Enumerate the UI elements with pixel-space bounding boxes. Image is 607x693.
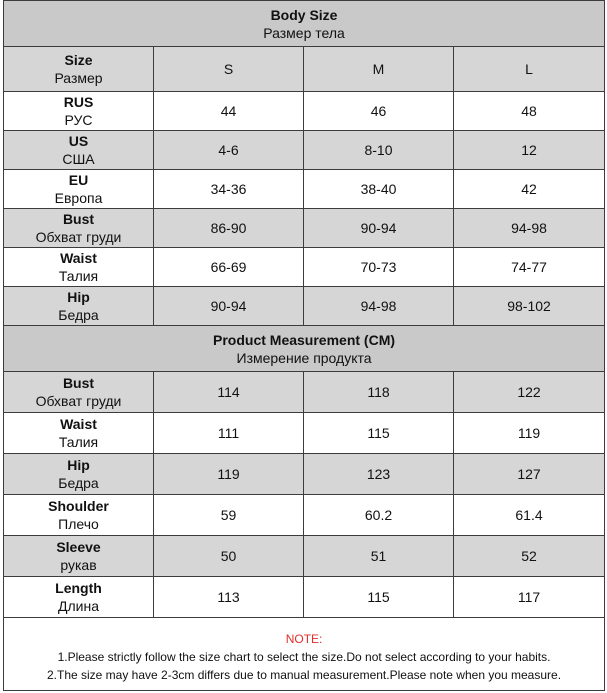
value-cell: 59 [154, 495, 304, 536]
row-label-cell [4, 495, 154, 536]
table-row [4, 287, 605, 326]
value-cell: 8-10 [304, 131, 454, 170]
row-label-cell [4, 248, 154, 287]
note-title: NOTE: [285, 632, 323, 646]
value-cell: 111 [154, 413, 304, 454]
row-label-ru: Талия [58, 268, 99, 284]
note-row [4, 618, 605, 691]
row-label-ru: Обхват груди [35, 393, 122, 409]
size-m-header: M [304, 47, 454, 92]
value-cell: 52 [454, 536, 605, 577]
row-label: Hip [67, 289, 90, 305]
product-subtitle: Измерение продукта [236, 349, 372, 366]
size-label-ru: Размер [54, 70, 103, 86]
value-cell: 94-98 [454, 209, 605, 248]
row-label-cell [4, 372, 154, 413]
value-cell: 98-102 [454, 287, 605, 326]
row-label-ru: Талия [58, 434, 99, 450]
product-title: Product Measurement (CM) [213, 331, 396, 348]
row-label: Waist [60, 250, 97, 266]
row-label-cell [4, 287, 154, 326]
value-cell: 44 [154, 92, 304, 131]
body-size-subtitle: Размер тела [263, 24, 345, 41]
value-cell: 51 [304, 536, 454, 577]
product-title-row [4, 326, 605, 372]
row-label-ru: Европа [54, 190, 103, 206]
value-cell: 66-69 [154, 248, 304, 287]
note-line-2: 2.The size may have 2-3cm differs due to manual measurement.Please note when you measure. [46, 668, 562, 682]
value-cell: 70-73 [304, 248, 454, 287]
row-label: Bust [62, 211, 95, 227]
row-label: Hip [67, 457, 90, 473]
value-cell: 4-6 [154, 131, 304, 170]
body-size-title-row [4, 1, 605, 47]
row-label-ru: РУС [64, 112, 93, 128]
table-row [4, 454, 605, 495]
size-label: Size [64, 52, 93, 68]
body-size-title-cell [4, 1, 605, 47]
row-label-cell [4, 170, 154, 209]
value-cell: 113 [154, 577, 304, 618]
value-cell: 86-90 [154, 209, 304, 248]
row-label-ru: рукав [60, 557, 97, 573]
table-row [4, 413, 605, 454]
row-label-cell [4, 131, 154, 170]
row-label: Waist [60, 416, 97, 432]
table-row [4, 372, 605, 413]
value-cell: 74-77 [454, 248, 605, 287]
row-label: EU [68, 172, 89, 188]
table-row [4, 536, 605, 577]
note-line-1: 1.Please strictly follow the size chart to select the size.Do not select according to your habits. [57, 650, 551, 664]
value-cell: 127 [454, 454, 605, 495]
value-cell: 94-98 [304, 287, 454, 326]
value-cell: 114 [154, 372, 304, 413]
row-label-ru: США [62, 151, 95, 167]
size-chart-table [3, 0, 605, 691]
value-cell: 50 [154, 536, 304, 577]
row-label: Sleeve [56, 539, 101, 555]
value-cell: 42 [454, 170, 605, 209]
row-label-ru: Бедра [58, 475, 99, 491]
value-cell: 115 [304, 577, 454, 618]
row-label-cell [4, 209, 154, 248]
row-label: RUS [63, 94, 94, 110]
size-header-row [4, 47, 605, 92]
row-label: Shoulder [48, 498, 109, 514]
value-cell: 90-94 [304, 209, 454, 248]
value-cell: 60.2 [304, 495, 454, 536]
row-label: US [68, 133, 89, 149]
table-row [4, 131, 605, 170]
value-cell: 123 [304, 454, 454, 495]
value-cell: 61.4 [454, 495, 605, 536]
table-row [4, 495, 605, 536]
row-label-ru: Бедра [58, 307, 99, 323]
value-cell: 119 [454, 413, 605, 454]
table-row [4, 170, 605, 209]
value-cell: 122 [454, 372, 605, 413]
value-cell: 48 [454, 92, 605, 131]
row-label-cell [4, 536, 154, 577]
size-label-cell [4, 47, 154, 92]
value-cell: 90-94 [154, 287, 304, 326]
row-label: Length [55, 580, 102, 596]
value-cell: 38-40 [304, 170, 454, 209]
table-row [4, 92, 605, 131]
row-label-ru: Обхват груди [35, 229, 122, 245]
row-label-cell [4, 92, 154, 131]
table-row [4, 248, 605, 287]
row-label-ru: Длина [58, 598, 99, 614]
row-label-cell [4, 454, 154, 495]
value-cell: 118 [304, 372, 454, 413]
size-s-header: S [154, 47, 304, 92]
row-label: Bust [62, 375, 95, 391]
product-title-cell [4, 326, 605, 372]
value-cell: 34-36 [154, 170, 304, 209]
value-cell: 46 [304, 92, 454, 131]
size-chart [3, 0, 604, 692]
row-label-ru: Плечо [58, 516, 99, 532]
value-cell: 119 [154, 454, 304, 495]
table-row [4, 577, 605, 618]
value-cell: 115 [304, 413, 454, 454]
value-cell: 117 [454, 577, 605, 618]
value-cell: 12 [454, 131, 605, 170]
row-label-cell [4, 577, 154, 618]
note-cell [4, 618, 605, 691]
table-row [4, 209, 605, 248]
size-l-header: L [454, 47, 605, 92]
row-label-cell [4, 413, 154, 454]
body-size-title: Body Size [270, 6, 338, 23]
